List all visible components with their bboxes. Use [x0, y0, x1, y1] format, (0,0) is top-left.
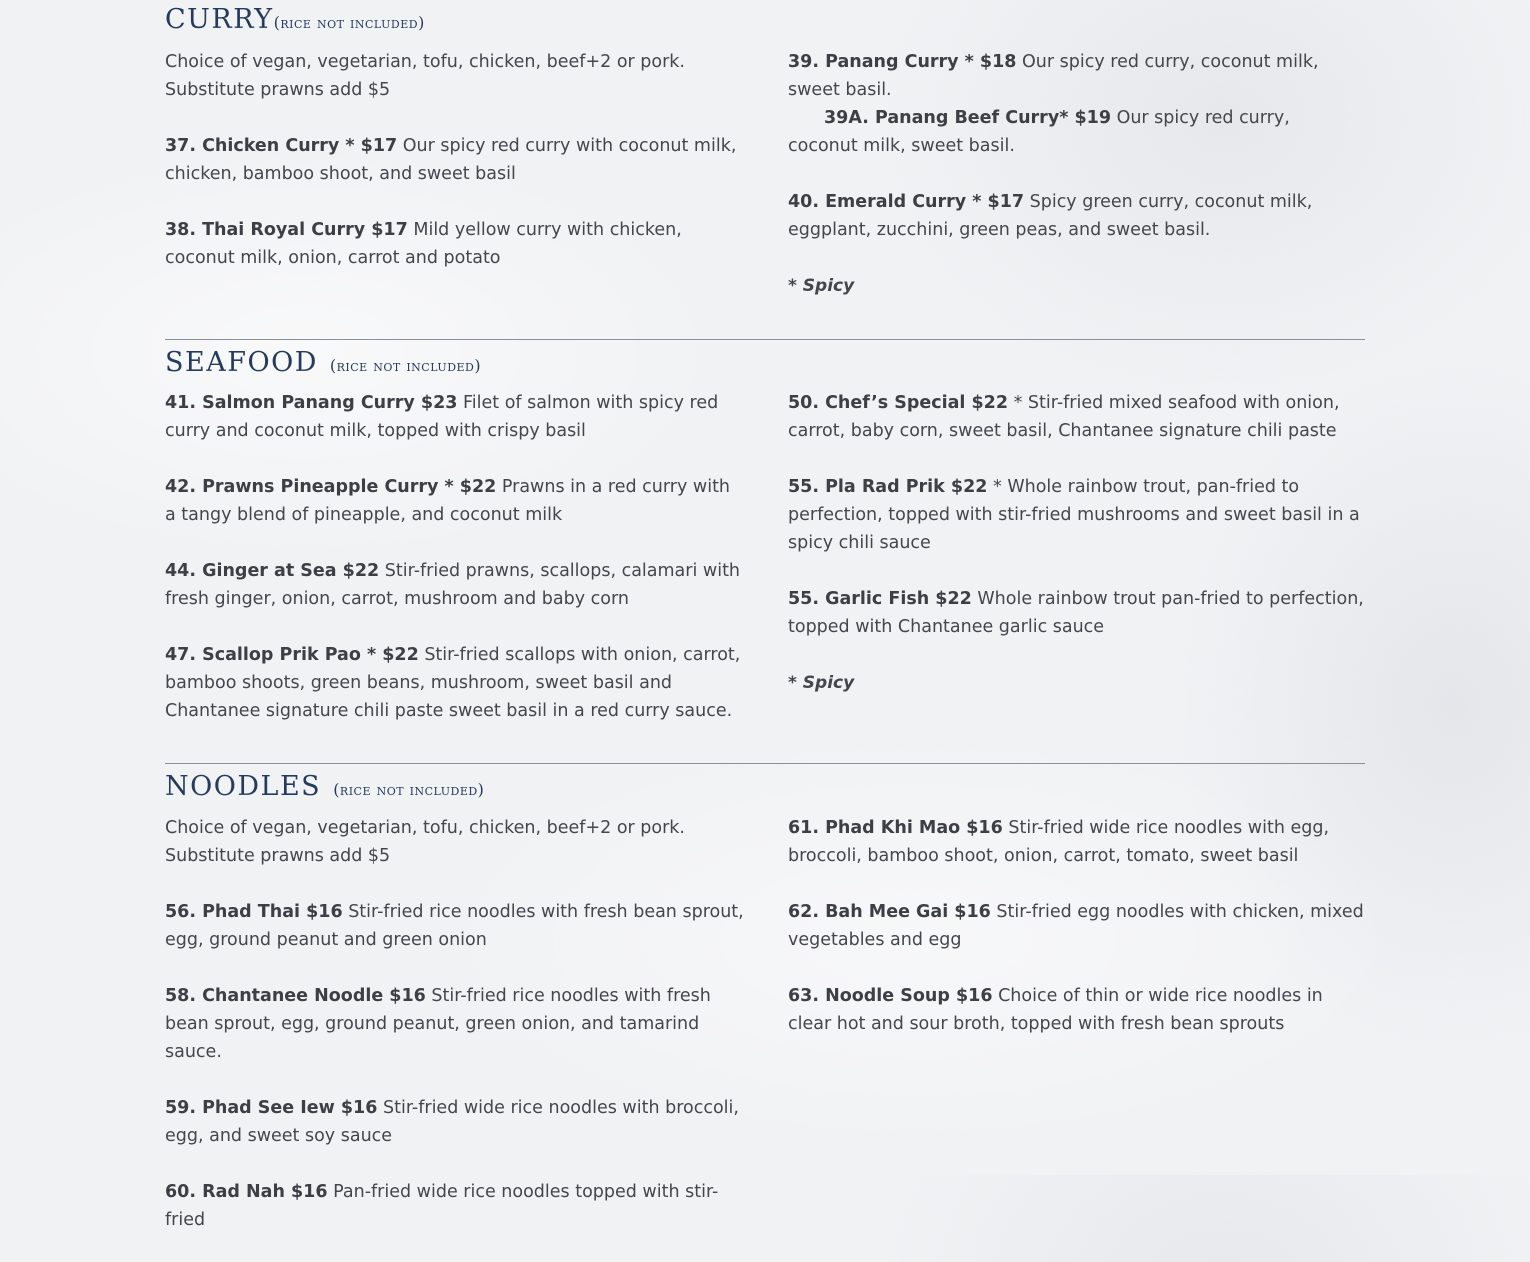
intro-line: Substitute prawns add $5 [165, 80, 391, 100]
item-desc: Stir-fried egg noodles with chicken, mixed vegetables and egg [788, 902, 1364, 950]
item-name: 37. Chicken Curry * $17 [165, 136, 398, 156]
seafood-left-column [165, 389, 745, 753]
menu-item [788, 48, 1365, 104]
section-divider [165, 339, 1365, 340]
section-note: (rice not included) [333, 780, 485, 799]
spicy-note: * Spicy [788, 673, 855, 693]
item-name: 41. Salmon Panang Curry $23 [165, 393, 458, 413]
item-name: 55. Garlic Fish $22 [788, 589, 972, 609]
item-desc: Whole rainbow trout pan-fried to perfection, topped with Chantanee garlic sauce [788, 589, 1364, 637]
item-name: 42. Prawns Pineapple Curry * $22 [165, 477, 497, 497]
intro-line: Choice of vegan, vegetarian, tofu, chicken, beef+2 or pork. [165, 52, 685, 72]
item-desc: Stir-fried rice noodles with fresh bean sprout, egg, ground peanut and green onion [165, 902, 744, 950]
menu-item [788, 473, 1365, 557]
item-desc: * Stir-fried mixed seafood with onion, carrot, baby corn, sweet basil, Chantanee signature chili paste [788, 393, 1340, 441]
item-name: 55. Pla Rad Prik $22 [788, 477, 988, 497]
menu-item [788, 982, 1365, 1038]
menu-item [788, 188, 1365, 244]
item-desc: Stir-fried scallops with onion, carrot, bamboo shoots, green beans, mushroom, sweet basil and Chantanee signature chili paste sweet basil in a red curry sauce. [165, 645, 741, 721]
item-name: 38. Thai Royal Curry $17 [165, 220, 408, 240]
item-desc: Our spicy red curry, coconut milk, sweet basil. [788, 52, 1319, 100]
menu-item [165, 898, 745, 954]
menu-item [165, 1094, 745, 1150]
menu-item [788, 389, 1365, 445]
item-name: 59. Phad See Iew $16 [165, 1098, 378, 1118]
item-name: 40. Emerald Curry * $17 [788, 192, 1025, 212]
item-desc: Stir-fried prawns, scallops, calamari with fresh ginger, onion, carrot, mushroom and baby corn [165, 561, 741, 609]
spicy-note: * Spicy [788, 276, 855, 296]
menu-item [165, 389, 745, 445]
item-desc: Stir-fried rice noodles with fresh bean sprout, egg, ground peanut, green onion, and tamarind sauce. [165, 986, 711, 1062]
section-title-text: CURRY [165, 4, 274, 35]
curry-left-column [165, 48, 745, 300]
section-title [165, 343, 1365, 383]
section-note: (rice not included) [329, 356, 482, 375]
menu-item [165, 982, 745, 1066]
menu-item [165, 641, 745, 725]
item-name: 50. Chef’s Special $22 [788, 393, 1009, 413]
intro-text [165, 814, 745, 870]
item-desc: Stir-fried wide rice noodles with egg, broccoli, bamboo shoot, onion, carrot, tomato, sweet basil [788, 818, 1330, 866]
curry-section [165, 0, 1365, 300]
item-name: 39A. Panang Beef Curry* $19 [824, 108, 1111, 128]
noodles-right-column [788, 814, 1365, 1262]
item-name: 62. Bah Mee Gai $16 [788, 902, 991, 922]
intro-line: Choice of vegan, vegetarian, tofu, chicken, beef+2 or pork. [165, 818, 685, 838]
menu-item [788, 104, 1365, 160]
section-title [165, 0, 1365, 40]
intro-text [165, 48, 745, 104]
item-desc: Prawns in a red curry with a tangy blend of pineapple, and coconut milk [165, 477, 731, 525]
item-desc: Mild yellow curry with chicken, coconut milk, onion, carrot and potato [165, 220, 682, 268]
menu-item [165, 216, 745, 272]
section-title [165, 767, 1365, 807]
item-desc: * Whole rainbow trout, pan-fried to perfection, topped with stir-fried mushrooms and sweet basil in a spicy chili sauce [788, 477, 1360, 553]
item-desc: Our spicy red curry, coconut milk, sweet basil. [788, 108, 1290, 156]
menu-item [165, 557, 745, 613]
item-name: 63. Noodle Soup $16 [788, 986, 993, 1006]
menu-item [788, 898, 1365, 954]
section-note: (rice not included) [273, 13, 425, 32]
menu-item [165, 473, 745, 529]
item-desc: Choice of thin or wide rice noodles in clear hot and sour broth, topped with fresh bean sprouts [788, 986, 1323, 1034]
item-name: 47. Scallop Prik Pao * $22 [165, 645, 419, 665]
noodles-section [165, 767, 1365, 1262]
intro-line: Substitute prawns add $5 [165, 846, 391, 866]
item-desc: Filet of salmon with spicy red curry and coconut milk, topped with crispy basil [165, 393, 719, 441]
item-desc: Spicy green curry, coconut milk, eggplant, zucchini, green peas, and sweet basil. [788, 192, 1313, 240]
section-title-text: SEAFOOD [165, 347, 318, 378]
item-name: 58. Chantanee Noodle $16 [165, 986, 426, 1006]
seafood-right-column [788, 389, 1365, 753]
section-divider [165, 763, 1365, 764]
item-name: 56. Phad Thai $16 [165, 902, 343, 922]
item-desc: Pan-fried wide rice noodles topped with stir-fried [165, 1182, 719, 1230]
menu-item [165, 1178, 745, 1234]
item-name: 44. Ginger at Sea $22 [165, 561, 380, 581]
item-desc: Our spicy red curry with coconut milk, chicken, bamboo shoot, and sweet basil [165, 136, 737, 184]
item-desc: Stir-fried wide rice noodles with broccoli, egg, and sweet soy sauce [165, 1098, 739, 1146]
curry-right-column [788, 48, 1365, 300]
item-name: 60. Rad Nah $16 [165, 1182, 328, 1202]
menu-item [788, 814, 1365, 870]
seafood-section [165, 343, 1365, 753]
menu-item [788, 585, 1365, 641]
item-name: 39. Panang Curry * $18 [788, 52, 1017, 72]
menu-item [165, 132, 745, 188]
item-name: 61. Phad Khi Mao $16 [788, 818, 1003, 838]
section-title-text: NOODLES [165, 771, 322, 802]
noodles-left-column [165, 814, 745, 1262]
